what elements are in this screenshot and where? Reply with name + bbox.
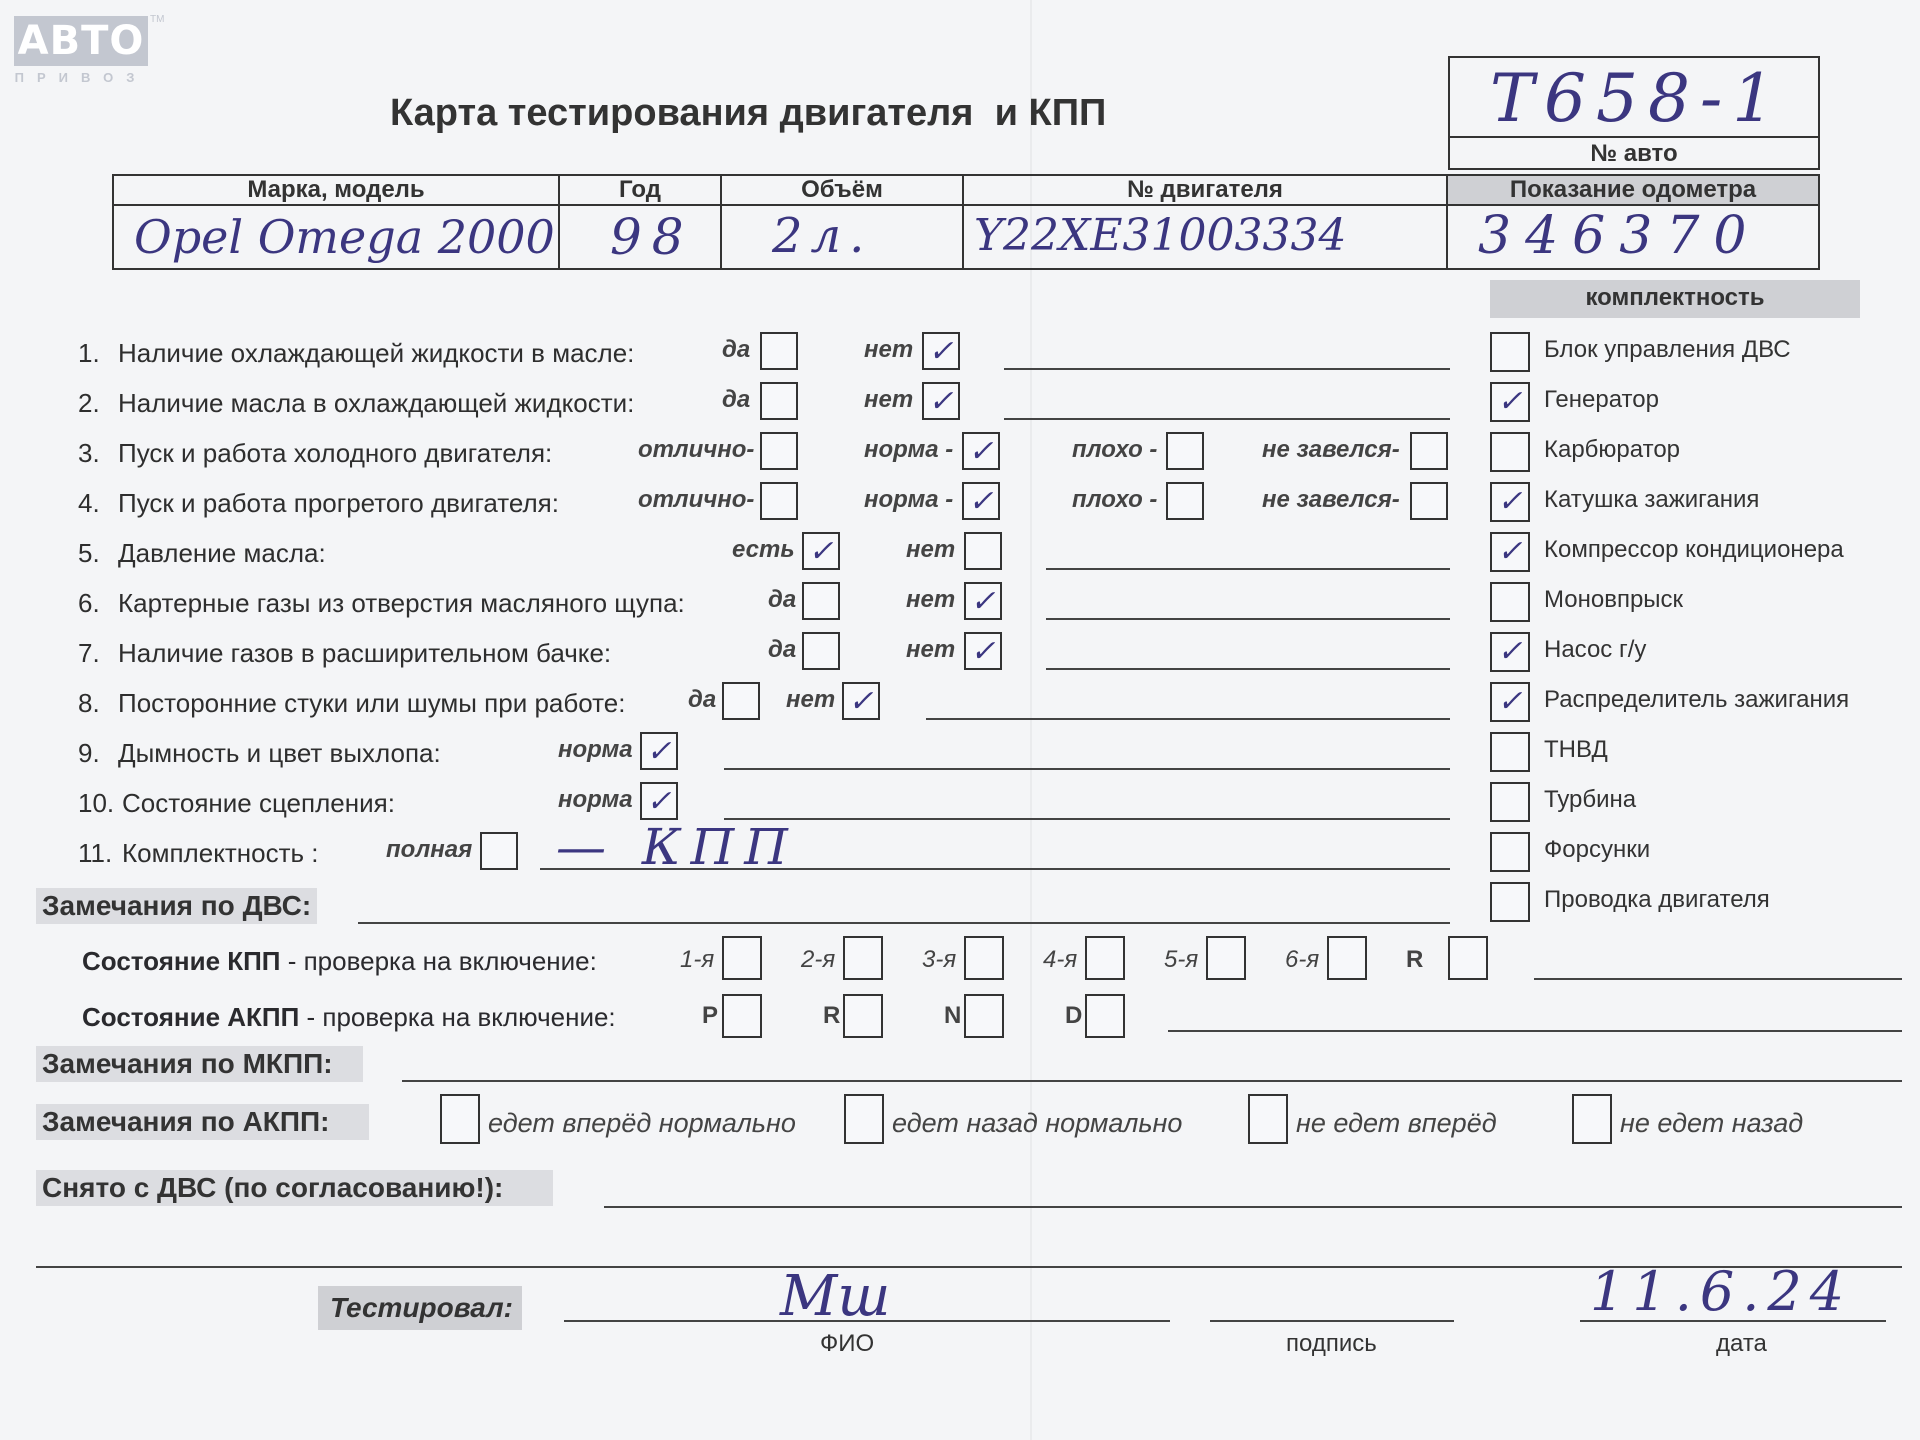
remarks-mkpp-label: Замечания по МКПП: bbox=[36, 1046, 363, 1082]
komplekt-item-label: Генератор bbox=[1544, 386, 1659, 413]
check-mark-icon: ✓ bbox=[928, 384, 954, 419]
item-notes-line[interactable] bbox=[1046, 618, 1450, 620]
sign-label: подпись bbox=[1286, 1330, 1377, 1357]
item-number: 9. bbox=[78, 738, 100, 768]
option-checkbox[interactable] bbox=[964, 632, 1002, 670]
akpp-gear-label: R bbox=[823, 1002, 841, 1029]
item-label: Посторонние стуки или шумы при работе: bbox=[118, 688, 626, 718]
col-year-label: Год bbox=[619, 176, 661, 203]
option-label: нет bbox=[864, 336, 914, 363]
option-label: отлично- bbox=[638, 436, 755, 463]
item-notes-line[interactable] bbox=[1004, 418, 1450, 420]
option-label: норма bbox=[558, 786, 633, 813]
komplekt-checkbox[interactable] bbox=[1490, 532, 1530, 572]
komplekt-item-label: Блок управления ДВС bbox=[1544, 336, 1791, 363]
komplekt-checkbox[interactable] bbox=[1490, 432, 1530, 472]
check-mark-icon: ✓ bbox=[1497, 384, 1523, 419]
option-checkbox[interactable] bbox=[842, 682, 880, 720]
option-label: плохо - bbox=[1072, 436, 1158, 463]
option-label: не завелся- bbox=[1262, 436, 1400, 463]
item-number: 5. bbox=[78, 538, 100, 568]
option-label: да bbox=[768, 586, 797, 613]
date-value: 11.6.24 bbox=[1590, 1260, 1853, 1323]
item-label: Пуск и работа прогретого двигателя: bbox=[118, 488, 559, 518]
check-mark-icon: ✓ bbox=[968, 434, 994, 469]
komplekt-checkbox[interactable] bbox=[1490, 882, 1530, 922]
kpp-gear-label: 2-я bbox=[801, 946, 836, 973]
kpp-gear-label: 1-я bbox=[680, 946, 715, 973]
option-checkbox[interactable] bbox=[760, 382, 798, 420]
col-brand-label: Марка, модель bbox=[247, 176, 425, 203]
akpp-remark-label: не едет назад bbox=[1620, 1108, 1804, 1138]
car-number-label: № авто bbox=[1590, 140, 1678, 167]
item-number: 10. bbox=[78, 788, 115, 818]
kpp-label-bold: Состояние КПП bbox=[82, 946, 281, 976]
komplekt-item-label: Турбина bbox=[1544, 786, 1637, 813]
item-notes-line[interactable] bbox=[724, 818, 1450, 820]
kpp-gear-label: 5-я bbox=[1164, 946, 1199, 973]
item-number: 2. bbox=[78, 388, 100, 418]
option-label: да bbox=[722, 386, 751, 413]
check-mark-icon: ✓ bbox=[808, 534, 834, 569]
komplekt-checkbox[interactable] bbox=[1490, 782, 1530, 822]
check-mark-icon: ✓ bbox=[848, 684, 874, 719]
option-label: не завелся- bbox=[1262, 486, 1400, 513]
option-checkbox[interactable] bbox=[722, 682, 760, 720]
removed-label: Снято с ДВС (по согласованию!): bbox=[36, 1170, 553, 1206]
kpp-gear-checkbox[interactable] bbox=[964, 936, 1004, 980]
item-notes-line[interactable] bbox=[926, 718, 1450, 720]
komplekt-checkbox[interactable] bbox=[1490, 582, 1530, 622]
car-number-box bbox=[1448, 56, 1820, 170]
option-label: полная bbox=[386, 836, 473, 863]
akpp-gear-label: N bbox=[944, 1002, 962, 1029]
check-mark-icon: ✓ bbox=[1497, 534, 1523, 569]
option-checkbox[interactable] bbox=[802, 582, 840, 620]
kpp-gear-label: 3-я bbox=[922, 946, 957, 973]
komplekt-checkbox[interactable] bbox=[1490, 832, 1530, 872]
date-label: дата bbox=[1716, 1330, 1767, 1357]
item-label: Пуск и работа холодного двигателя: bbox=[118, 438, 553, 468]
check-mark-icon: ✓ bbox=[928, 334, 954, 369]
option-label: нет bbox=[906, 536, 956, 563]
item-handwritten-note: — КПП bbox=[556, 818, 798, 876]
option-checkbox[interactable] bbox=[964, 532, 1002, 570]
item-label: Давление масла: bbox=[118, 538, 326, 568]
akpp-gear-checkbox[interactable] bbox=[722, 994, 762, 1038]
item-notes-line[interactable] bbox=[1004, 368, 1450, 370]
kpp-line[interactable] bbox=[1534, 978, 1902, 980]
option-checkbox[interactable] bbox=[1166, 432, 1204, 470]
komplekt-item-label: Проводка двигателя bbox=[1544, 886, 1770, 913]
option-checkbox[interactable] bbox=[1166, 482, 1204, 520]
option-label: да bbox=[722, 336, 751, 363]
option-checkbox[interactable] bbox=[1410, 482, 1448, 520]
option-label: нет bbox=[906, 586, 956, 613]
option-label: да bbox=[768, 636, 797, 663]
kpp-gear-label: 6-я bbox=[1285, 946, 1320, 973]
kpp-gear-label: R bbox=[1406, 946, 1424, 973]
komplekt-title: комплектность bbox=[1585, 284, 1765, 311]
komplekt-checkbox[interactable] bbox=[1490, 332, 1530, 372]
komplekt-checkbox[interactable] bbox=[1490, 382, 1530, 422]
item-notes-line[interactable] bbox=[1046, 668, 1450, 670]
option-checkbox[interactable] bbox=[962, 482, 1000, 520]
item-label: Картерные газы из отверстия масляного щупа: bbox=[118, 588, 685, 618]
akpp-remark-label: не едет вперёд bbox=[1296, 1108, 1497, 1138]
option-label: норма bbox=[558, 736, 633, 763]
item-number: 8. bbox=[78, 688, 100, 718]
volume-value: 2л. bbox=[772, 208, 873, 264]
removed-line[interactable] bbox=[604, 1206, 1902, 1208]
akpp-gear-checkbox[interactable] bbox=[843, 994, 883, 1038]
item-label: Наличие охлаждающей жидкости в масле: bbox=[118, 338, 635, 368]
akpp-remark-label: едет назад нормально bbox=[892, 1108, 1183, 1138]
page-title: Карта тестирования двигателя и КПП bbox=[390, 92, 1107, 134]
item-label: Наличие масла в охлаждающей жидкости: bbox=[118, 388, 635, 418]
kpp-gear-checkbox[interactable] bbox=[1206, 936, 1246, 980]
remarks-akpp-label: Замечания по АКПП: bbox=[36, 1104, 369, 1140]
akpp-line[interactable] bbox=[1168, 1030, 1902, 1032]
car-number-value: T658-1 bbox=[1490, 60, 1785, 137]
komplekt-checkbox[interactable] bbox=[1490, 682, 1530, 722]
odometer-value: 346370 bbox=[1478, 206, 1761, 266]
akpp-label-rest: - проверка на включение: bbox=[299, 1002, 616, 1032]
kpp-gear-checkbox[interactable] bbox=[722, 936, 762, 980]
brand-value: Opel Omega 2000 bbox=[134, 210, 555, 264]
option-label: отлично- bbox=[638, 486, 755, 513]
logo: АВТО bbox=[14, 16, 148, 66]
komplekt-checkbox[interactable] bbox=[1490, 732, 1530, 772]
sign-line[interactable] bbox=[1210, 1320, 1454, 1322]
fio-line[interactable] bbox=[564, 1320, 1170, 1322]
option-checkbox[interactable] bbox=[802, 632, 840, 670]
fio-value: Мш bbox=[780, 1264, 891, 1329]
remarks-dvs-line[interactable] bbox=[358, 922, 1450, 924]
logo-trademark: TM bbox=[150, 14, 165, 25]
check-mark-icon: ✓ bbox=[968, 484, 994, 519]
option-label: нет bbox=[906, 636, 956, 663]
option-checkbox[interactable] bbox=[922, 332, 960, 370]
option-checkbox[interactable] bbox=[760, 332, 798, 370]
akpp-remark-checkbox[interactable] bbox=[1572, 1094, 1612, 1144]
option-label: да bbox=[688, 686, 717, 713]
option-checkbox[interactable] bbox=[802, 532, 840, 570]
komplekt-item-label: Катушка зажигания bbox=[1544, 486, 1760, 513]
komplekt-item-label: Компрессор кондиционера bbox=[1544, 536, 1844, 563]
option-label: норма - bbox=[864, 486, 954, 513]
item-label: Дымность и цвет выхлопа: bbox=[118, 738, 441, 768]
kpp-gear-label: 4-я bbox=[1043, 946, 1078, 973]
date-line[interactable] bbox=[1580, 1320, 1886, 1322]
kpp-label bbox=[82, 946, 597, 977]
col-volume-label: Объём bbox=[801, 176, 883, 203]
option-checkbox[interactable] bbox=[760, 482, 798, 520]
col-engine-no-label: № двигателя bbox=[1127, 176, 1283, 203]
option-checkbox[interactable] bbox=[962, 432, 1000, 470]
item-number: 7. bbox=[78, 638, 100, 668]
fio-label: ФИО bbox=[820, 1330, 875, 1357]
col-odometer-label: Показание одометра bbox=[1509, 176, 1757, 203]
akpp-remark-checkbox[interactable] bbox=[1248, 1094, 1288, 1144]
logo-subtitle: ПРИВОЗ bbox=[14, 70, 148, 85]
kpp-label-rest: - проверка на включение: bbox=[280, 946, 597, 976]
year-value: 98 bbox=[610, 208, 694, 266]
akpp-label-bold: Состояние АКПП bbox=[82, 1002, 300, 1032]
item-label: Комплектность : bbox=[122, 838, 319, 868]
item-label: Наличие газов в расширительном бачке: bbox=[118, 638, 612, 668]
option-checkbox[interactable] bbox=[760, 432, 798, 470]
item-notes-line[interactable] bbox=[1046, 568, 1450, 570]
item-number: 4. bbox=[78, 488, 100, 518]
akpp-remark-checkbox[interactable] bbox=[844, 1094, 884, 1144]
item-notes-line[interactable] bbox=[724, 768, 1450, 770]
header-table bbox=[112, 174, 1820, 270]
option-label: нет bbox=[864, 386, 914, 413]
komplekt-item-label: Моновпрыск bbox=[1544, 586, 1684, 613]
komplekt-item-label: Распределитель зажигания bbox=[1544, 686, 1850, 713]
item-number: 3. bbox=[78, 438, 100, 468]
akpp-remark-label: едет вперёд нормально bbox=[488, 1108, 796, 1138]
komplekt-checkbox[interactable] bbox=[1490, 482, 1530, 522]
option-checkbox[interactable] bbox=[922, 382, 960, 420]
kpp-gear-checkbox[interactable] bbox=[843, 936, 883, 980]
check-mark-icon: ✓ bbox=[646, 784, 672, 819]
option-label: есть bbox=[732, 536, 795, 563]
akpp-gear-checkbox[interactable] bbox=[964, 994, 1004, 1038]
option-label: нет bbox=[786, 686, 836, 713]
check-mark-icon: ✓ bbox=[1497, 684, 1523, 719]
komplekt-checkbox[interactable] bbox=[1490, 632, 1530, 672]
check-mark-icon: ✓ bbox=[970, 584, 996, 619]
tested-label: Тестировал: bbox=[330, 1292, 513, 1323]
item-number: 1. bbox=[78, 338, 100, 368]
akpp-gear-checkbox[interactable] bbox=[1085, 994, 1125, 1038]
akpp-label bbox=[82, 1002, 616, 1033]
akpp-gear-label: D bbox=[1065, 1002, 1083, 1029]
engine-no-value: Y22XE31003334 bbox=[974, 210, 1347, 261]
kpp-gear-checkbox[interactable] bbox=[1085, 936, 1125, 980]
item-number: 11. bbox=[78, 838, 113, 868]
komplekt-item-label: Форсунки bbox=[1544, 836, 1651, 863]
komplekt-item-label: Насос г/у bbox=[1544, 636, 1647, 663]
check-mark-icon: ✓ bbox=[970, 634, 996, 669]
option-checkbox[interactable] bbox=[480, 832, 518, 870]
check-mark-icon: ✓ bbox=[1497, 484, 1523, 519]
kpp-gear-checkbox[interactable] bbox=[1448, 936, 1488, 980]
option-checkbox[interactable] bbox=[1410, 432, 1448, 470]
option-label: плохо - bbox=[1072, 486, 1158, 513]
option-label: норма - bbox=[864, 436, 954, 463]
option-checkbox[interactable] bbox=[964, 582, 1002, 620]
kpp-gear-checkbox[interactable] bbox=[1327, 936, 1367, 980]
option-checkbox[interactable] bbox=[640, 732, 678, 770]
check-mark-icon: ✓ bbox=[1497, 634, 1523, 669]
item-label: Состояние сцепления: bbox=[122, 788, 395, 818]
option-checkbox[interactable] bbox=[640, 782, 678, 820]
komplekt-item-label: Карбюратор bbox=[1544, 436, 1681, 463]
akpp-remark-checkbox[interactable] bbox=[440, 1094, 480, 1144]
item-number: 6. bbox=[78, 588, 100, 618]
remarks-dvs-label: Замечания по ДВС: bbox=[36, 888, 317, 924]
remarks-mkpp-line[interactable] bbox=[402, 1080, 1902, 1082]
check-mark-icon: ✓ bbox=[646, 734, 672, 769]
komplekt-item-label: ТНВД bbox=[1544, 736, 1608, 763]
akpp-gear-label: P bbox=[702, 1002, 719, 1029]
